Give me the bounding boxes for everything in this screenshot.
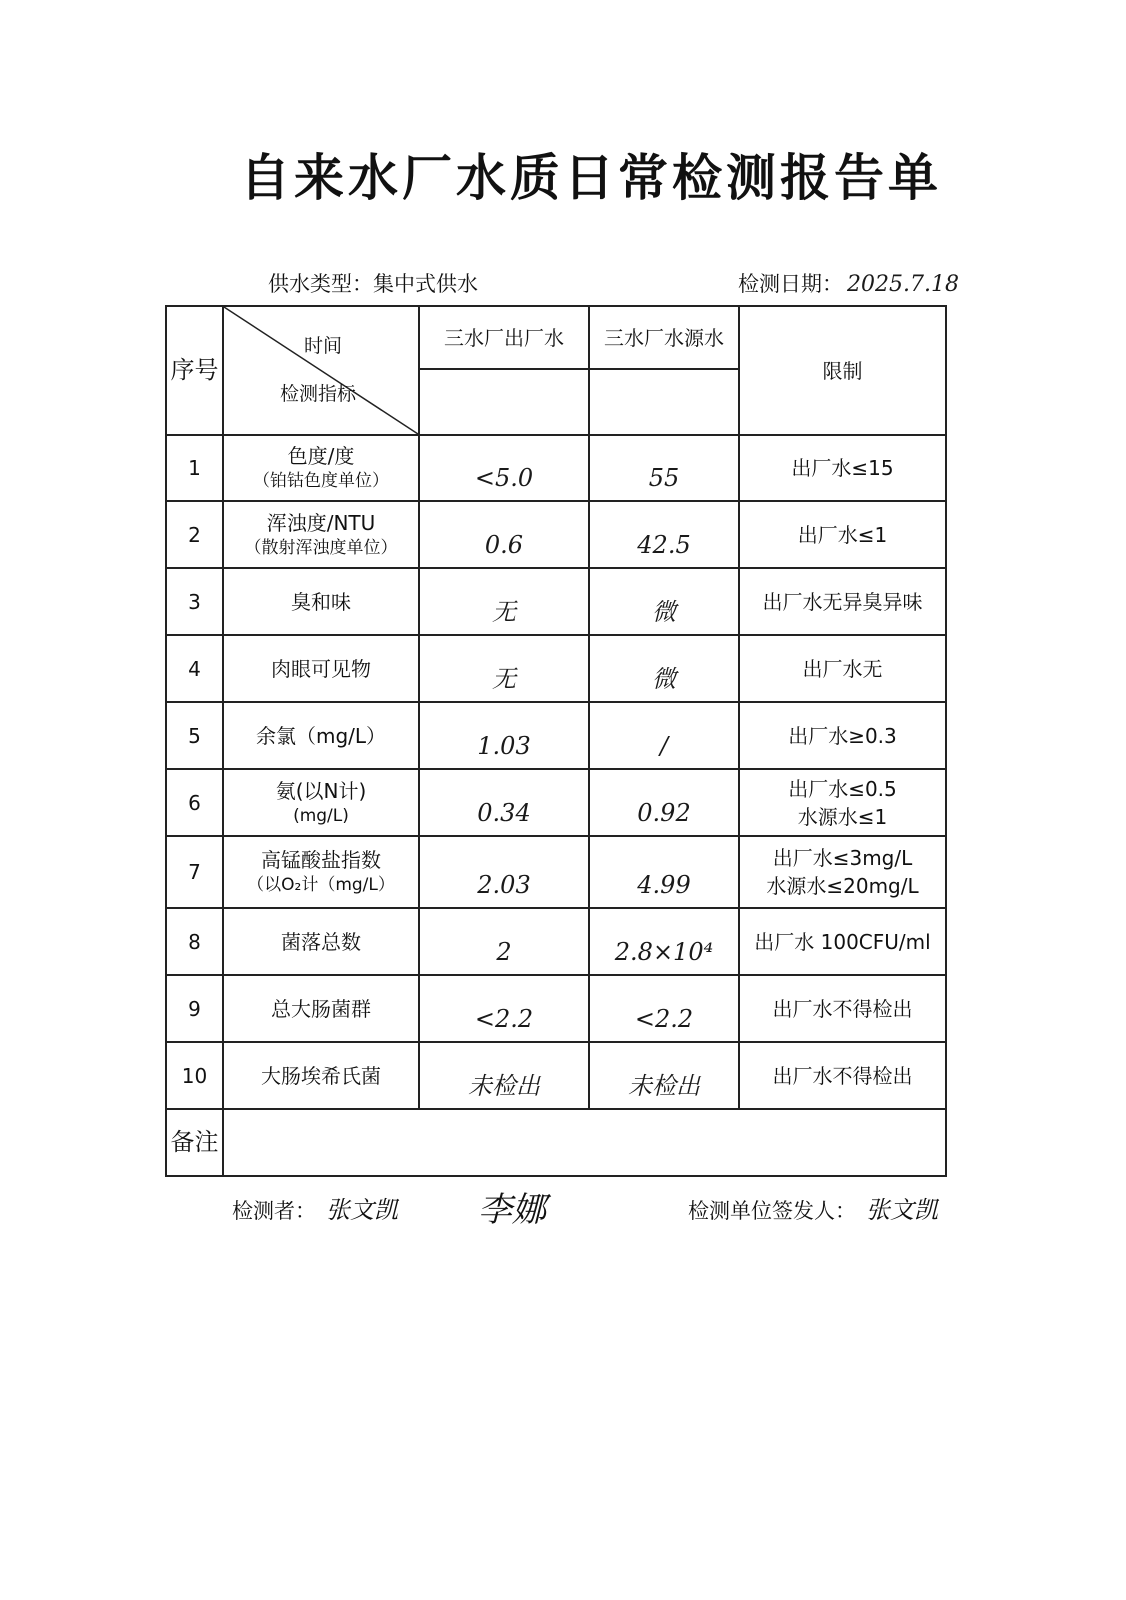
limit-line: 出厂水无异臭异味 bbox=[762, 589, 923, 614]
value-outflow: 2 bbox=[496, 938, 512, 967]
value-source-cell bbox=[589, 702, 739, 769]
issuer-label: 检测单位签发人： bbox=[688, 1199, 856, 1223]
value-source-cell bbox=[589, 568, 739, 635]
value-source: 0.92 bbox=[637, 799, 691, 828]
limit-line: 水源水≤1 bbox=[797, 804, 888, 829]
inspector-label: 检测者： bbox=[232, 1199, 316, 1223]
remark-label: 备注 bbox=[166, 1109, 223, 1176]
header-col2-blank bbox=[589, 369, 739, 435]
indicator-name: 浑浊度/NTU bbox=[266, 510, 376, 535]
value-outflow-cell bbox=[419, 908, 589, 975]
row-seq: 7 bbox=[166, 836, 223, 908]
indicator-unit: （以O₂计（mg/L） bbox=[247, 875, 395, 896]
table-row bbox=[166, 769, 946, 836]
row-seq: 4 bbox=[166, 635, 223, 702]
value-outflow-cell bbox=[419, 836, 589, 908]
indicator-name: 总大肠菌群 bbox=[271, 996, 371, 1021]
test-date-value: 2025.7.18 bbox=[847, 272, 959, 297]
value-outflow-cell bbox=[419, 975, 589, 1042]
table-row bbox=[166, 836, 946, 908]
indicator-cell bbox=[223, 568, 419, 635]
limit-line: 出厂水≥0.3 bbox=[788, 723, 897, 748]
limit-cell bbox=[739, 836, 946, 908]
row-seq: 10 bbox=[166, 1042, 223, 1109]
limit-line: 出厂水无 bbox=[802, 656, 883, 681]
supply-type-value: 集中式供水 bbox=[373, 272, 478, 296]
value-source-cell bbox=[589, 635, 739, 702]
value-outflow-cell bbox=[419, 702, 589, 769]
value-source: 55 bbox=[648, 464, 680, 493]
remark-value bbox=[223, 1109, 946, 1176]
limit-cell bbox=[739, 501, 946, 568]
header-diagonal-cell bbox=[223, 306, 419, 435]
limit-cell bbox=[739, 1042, 946, 1109]
indicator-name: 菌落总数 bbox=[281, 929, 361, 954]
value-source: 42.5 bbox=[637, 531, 691, 560]
indicator-unit: (mg/L) bbox=[293, 805, 349, 826]
value-source-cell bbox=[589, 975, 739, 1042]
indicator-name: 肉眼可见物 bbox=[271, 656, 371, 681]
value-source: <2.2 bbox=[634, 1005, 694, 1034]
test-date bbox=[738, 268, 959, 298]
table-row bbox=[166, 568, 946, 635]
indicator-unit: （散射浑浊度单位） bbox=[244, 537, 398, 558]
limit-line: 出厂水≤3mg/L bbox=[772, 846, 913, 870]
value-outflow: <2.2 bbox=[474, 1005, 534, 1034]
header-col1: 三水厂出厂水 bbox=[419, 306, 589, 369]
row-seq: 8 bbox=[166, 908, 223, 975]
row-seq: 5 bbox=[166, 702, 223, 769]
indicator-cell bbox=[223, 702, 419, 769]
indicator-cell bbox=[223, 769, 419, 836]
row-seq: 6 bbox=[166, 769, 223, 836]
header-limit: 限制 bbox=[739, 306, 946, 435]
value-outflow-cell bbox=[419, 769, 589, 836]
report-title: 自来水厂水质日常检测报告单 bbox=[240, 149, 942, 207]
row-seq: 1 bbox=[166, 435, 223, 501]
limit-cell bbox=[739, 769, 946, 836]
limit-line: 出厂水不得检出 bbox=[772, 996, 913, 1021]
value-source: / bbox=[659, 732, 669, 761]
value-outflow-cell bbox=[419, 635, 589, 702]
limit-line: 出厂水≤1 bbox=[797, 522, 888, 547]
inspector bbox=[232, 1190, 398, 1225]
limit-cell bbox=[739, 568, 946, 635]
indicator-name: 氨(以N计) bbox=[275, 778, 367, 803]
value-outflow: 未检出 bbox=[468, 1072, 540, 1101]
limit-cell bbox=[739, 635, 946, 702]
row-seq: 9 bbox=[166, 975, 223, 1042]
value-source-cell bbox=[589, 836, 739, 908]
value-outflow: 2.03 bbox=[477, 871, 531, 900]
value-source: 2.8×10⁴ bbox=[614, 938, 714, 967]
header-col2: 三水厂水源水 bbox=[589, 306, 739, 369]
limit-line: 出厂水≤0.5 bbox=[788, 776, 897, 801]
value-outflow: 1.03 bbox=[477, 732, 531, 761]
indicator-name: 大肠埃希氏菌 bbox=[261, 1063, 381, 1088]
indicator-name: 色度/度 bbox=[287, 444, 355, 469]
table-row bbox=[166, 635, 946, 702]
value-source: 微 bbox=[652, 665, 676, 694]
indicator-cell bbox=[223, 635, 419, 702]
value-source: 4.99 bbox=[637, 871, 691, 900]
value-outflow-cell bbox=[419, 435, 589, 501]
table-row bbox=[166, 435, 946, 501]
table-row bbox=[166, 501, 946, 568]
value-outflow-cell bbox=[419, 501, 589, 568]
inspector1-signature: 张文凯 bbox=[326, 1196, 398, 1224]
value-source-cell bbox=[589, 908, 739, 975]
indicator-cell bbox=[223, 908, 419, 975]
issuer bbox=[688, 1190, 938, 1225]
limit-line: 出厂水不得检出 bbox=[772, 1063, 913, 1088]
remark-row bbox=[166, 1109, 946, 1176]
indicator-cell bbox=[223, 836, 419, 908]
table-row bbox=[166, 975, 946, 1042]
value-outflow: 无 bbox=[492, 665, 516, 694]
limit-cell bbox=[739, 702, 946, 769]
indicator-unit: （铂钴色度单位） bbox=[253, 471, 389, 492]
test-date-label: 检测日期： bbox=[738, 272, 843, 296]
table-row bbox=[166, 908, 946, 975]
value-outflow-cell bbox=[419, 568, 589, 635]
value-outflow: 0.34 bbox=[477, 799, 531, 828]
supply-type bbox=[268, 268, 478, 298]
value-outflow: <5.0 bbox=[474, 464, 534, 493]
value-source: 微 bbox=[652, 598, 676, 627]
supply-type-label: 供水类型： bbox=[268, 272, 373, 296]
header-indicator: 检测指标 bbox=[280, 383, 357, 405]
limit-line: 水源水≤20mg/L bbox=[766, 874, 919, 898]
diagonal-line bbox=[224, 307, 418, 434]
table-row bbox=[166, 702, 946, 769]
value-outflow: 0.6 bbox=[484, 531, 524, 560]
value-source-cell bbox=[589, 769, 739, 836]
row-seq: 3 bbox=[166, 568, 223, 635]
value-outflow: 无 bbox=[492, 598, 516, 627]
inspector2-signature: 李娜 bbox=[478, 1190, 546, 1230]
value-source-cell bbox=[589, 1042, 739, 1109]
limit-cell bbox=[739, 435, 946, 501]
indicator-name: 臭和味 bbox=[291, 589, 351, 614]
limit-cell bbox=[739, 908, 946, 975]
indicator-cell bbox=[223, 435, 419, 501]
indicator-name: 高锰酸盐指数 bbox=[261, 848, 381, 873]
value-source: 未检出 bbox=[628, 1072, 700, 1101]
indicator-name: 余氯（mg/L） bbox=[255, 723, 387, 748]
row-seq: 2 bbox=[166, 501, 223, 568]
report-table bbox=[165, 305, 947, 1177]
value-source-cell bbox=[589, 435, 739, 501]
limit-line: 出厂水 100CFU/ml bbox=[754, 929, 931, 954]
issuer-signature: 张文凯 bbox=[866, 1196, 938, 1224]
header-seq: 序号 bbox=[166, 306, 223, 435]
value-outflow-cell bbox=[419, 1042, 589, 1109]
header-col1-blank bbox=[419, 369, 589, 435]
limit-cell bbox=[739, 975, 946, 1042]
indicator-cell bbox=[223, 975, 419, 1042]
value-source-cell bbox=[589, 501, 739, 568]
header-time: 时间 bbox=[304, 335, 343, 357]
table-row bbox=[166, 1042, 946, 1109]
limit-line: 出厂水≤15 bbox=[791, 456, 894, 480]
indicator-cell bbox=[223, 1042, 419, 1109]
indicator-cell bbox=[223, 501, 419, 568]
